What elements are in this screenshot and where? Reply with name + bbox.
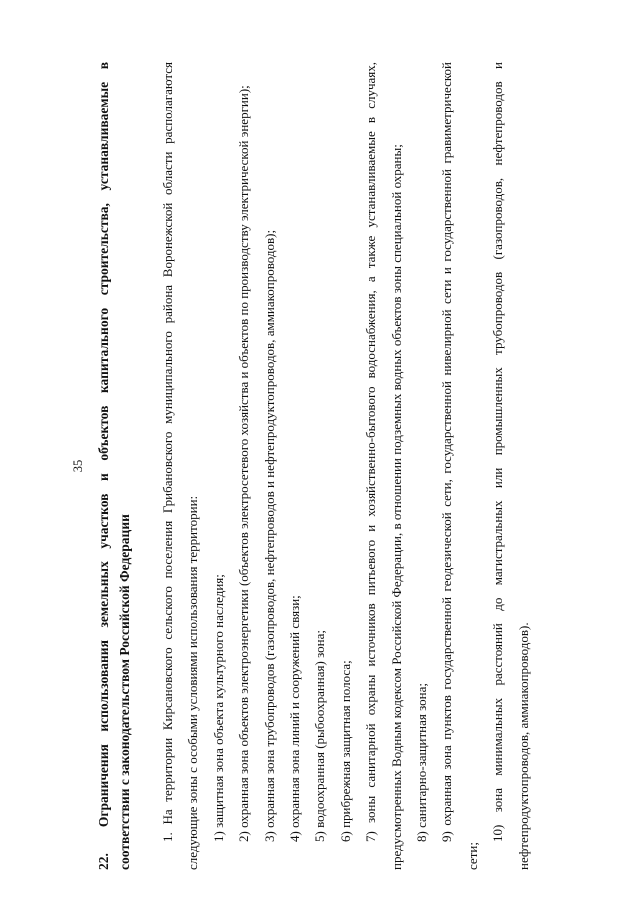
section-heading bbox=[93, 62, 135, 870]
paragraph-intro: 1. На территории Кирсановского сельского поселения Грибановского муниципального района Воронежской области располагаются следующие зоны с особыми условиями использования территории: bbox=[160, 62, 201, 870]
list-item: 4) охранная зона линий и сооружений связи; bbox=[287, 595, 303, 842]
list-item: 1) защитная зона объекта культурного наследия; bbox=[210, 574, 226, 842]
list-item: 3) охранная зона трубопроводов (газопроводов, нефтепроводов и нефтепродуктопроводов, аммиакопроводов); bbox=[261, 229, 277, 842]
list-item: 7) зоны санитарной охраны источников питьевого и хозяйственно-бытового водоснабжения, а также устанавливаемые в случаях, предусмотренных Водным кодексом Российской Федерации, в отношении подземных водных объектов зоны специальной охраны; bbox=[363, 62, 404, 870]
section-title: Ограничения использования земельных участков и объектов капитального строительства, устанавливаемые в соответствии с законодательством Российской Федерации bbox=[96, 62, 132, 870]
list-item: 6) прибрежная защитная полоса; bbox=[337, 660, 353, 842]
list-item: 8) санитарно-защитная зона; bbox=[414, 683, 430, 842]
section-number: 22. bbox=[96, 853, 111, 870]
page-number: 35 bbox=[71, 459, 85, 473]
list-item: 10) зона минимальных расстояний до магистральных или промышленных трубопроводов (газопроводов, нефтепроводов и нефтепродуктопроводов, аммиакопроводов). bbox=[490, 62, 531, 870]
list-item: 5) водоохранная (рыбоохранная) зона; bbox=[312, 630, 328, 842]
list-item: 2) охранная зона объектов электроэнергетики (объектов электросетевого хозяйства и объектов по производству электрической энергии); bbox=[236, 85, 252, 842]
rotated-content bbox=[65, 62, 585, 870]
list-item: 9) охранная зона пунктов государственной геодезической сети, государственной нивелирной сети и государственной гравиметрической сети; bbox=[439, 62, 480, 870]
section-body bbox=[155, 62, 536, 870]
